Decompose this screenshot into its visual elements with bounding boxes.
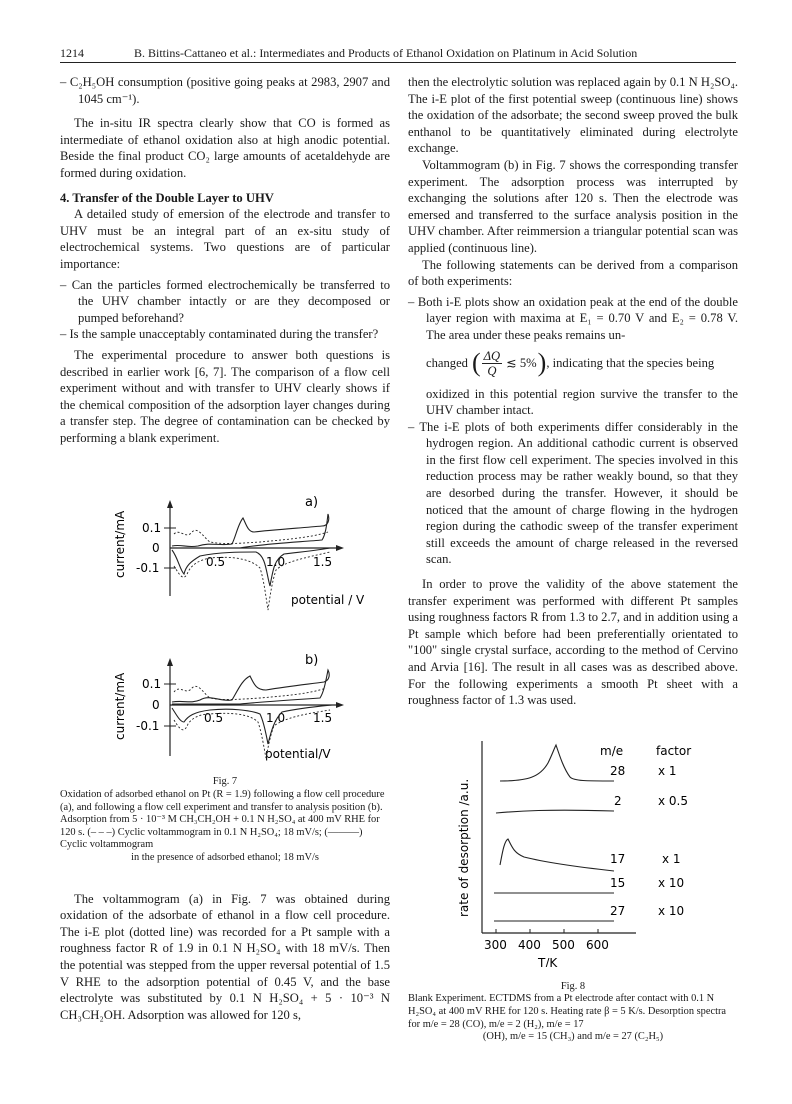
para-procedure: The experimental procedure to answer both questions is described in earlier work [6, 7]. The comparison of a flow cell experiment without and with transfer to UHV clearly shows if the chemical composition of the adsorption layer changes during a transfer step. The degree of contamination can be checked by performing a blank experiment. bbox=[60, 347, 390, 445]
fig8-xtick-400: 400 bbox=[518, 937, 541, 952]
ytick-top-a: 0.1 bbox=[142, 521, 162, 536]
running-title: B. Bittins-Cattaneo et al.: Intermediates and Products of Ethanol Oxidation on Platinum in Acid Solution bbox=[134, 46, 638, 60]
figure-8-caption-text: Blank Experiment. ECTDMS from a Pt electrode after contact with 0.1 N H₂SO₄ at 400 mV RHE for 120 s. Heating rate β = 5 K/s. Desorption spectra for m/e = 28 (CO), m/e = 2 (H₂), m/e = 17 bbox=[408, 993, 727, 1030]
fig8-factor-27: x 10 bbox=[658, 903, 685, 918]
figure-8-caption-last: (OH), m/e = 15 (CH₃) and m/e = 27 (C₂H₅) bbox=[482, 1031, 664, 1043]
figure-7 bbox=[60, 486, 390, 776]
para-order: In order to prove the validity of the above statement the transfer experiment was performed with different Pt samples using roughness factors R from 1.3 to 2.7, and in addition using a Pt sample which before had been preferentially orientated to "100" single crystal surface, according to the method of Cervino and Arvia [16]. The result in all cases was as described above. For the following experiments a smooth Pt sheet with a roughness factor of 1.3 was used. bbox=[408, 577, 738, 708]
right-column bbox=[408, 74, 738, 1044]
x-arrow-a bbox=[336, 545, 344, 551]
fig8-factor-2: x 0.5 bbox=[658, 793, 688, 808]
figure-7-caption-title: Fig. 7 bbox=[212, 776, 238, 788]
y-arrow-a bbox=[167, 500, 173, 508]
xtick-2-a: 1.0 bbox=[266, 555, 286, 570]
fig8-me-2: 2 bbox=[614, 793, 622, 808]
paren-close: ) bbox=[537, 347, 547, 377]
fig8-me-27: 27 bbox=[610, 903, 626, 918]
fraction bbox=[482, 349, 503, 378]
fig8-y-axis-label: rate of desorption /a.u. bbox=[457, 778, 471, 917]
panel-b-label: b) bbox=[305, 653, 319, 669]
xtick-3-a: 1.5 bbox=[313, 555, 333, 570]
question-2: – Is the sample unacceptably contaminated during the transfer? bbox=[60, 327, 379, 342]
figure-8-caption-title: Fig. 8 bbox=[560, 980, 586, 992]
bullet-1-end: oxidized in this potential region survive the transfer to the UHV chamber intact. bbox=[426, 386, 738, 418]
ytick-zero-a: 0 bbox=[152, 541, 160, 556]
figure-8-plot bbox=[408, 737, 738, 967]
voltammogram-b-solid bbox=[172, 670, 329, 704]
figure-8 bbox=[408, 737, 738, 967]
bullet-1-formula-line bbox=[408, 346, 738, 382]
ytick-bottom-a: -0.1 bbox=[136, 561, 160, 576]
percent-bound: ≲ 5% bbox=[506, 356, 537, 371]
section-heading: 4. Transfer of the Double Layer to UHV bbox=[60, 190, 274, 205]
question-1: – Can the particles formed electrochemically be transferred to the UHV chamber intactly or are they decomposed or pumped beforehand? bbox=[60, 277, 390, 325]
fig8-factor-17: x 1 bbox=[662, 851, 681, 866]
para-insitu: The in-situ IR spectra clearly show that CO is formed as intermediate of ethanol oxidation also at high anodic potential. Beside the final product CO₂ large amounts of acetaldehyde are formed during oxidation. bbox=[60, 116, 390, 180]
xtick-1-b: 0.5 bbox=[204, 711, 224, 726]
ytick-top-b: 0.1 bbox=[142, 677, 162, 692]
fig8-me-15: 15 bbox=[610, 875, 626, 890]
bullet-1-start: – Both i-E plots show an oxidation peak at the end of the double layer region with maxima at E₁ = 0.70 V and E₂ = 0.78 V. The area under these peaks remains un- bbox=[408, 294, 738, 342]
figure-7-caption-text: Oxidation of adsorbed ethanol on Pt (R = 1.9) following a flow cell procedure (a), and following a flow cell experiment and transfer to analysis position (b). Adsorption from 5 · 10⁻³ M CH₃CH₂OH + 0.1 N H₂SO₄ at 400 mV RHE for 120 s. (– – –) Cyclic voltammogram in 0.1 N H₂SO₄; 18 mV/s; (———) Cyclic voltammogram bbox=[60, 789, 385, 851]
fig8-me-28: 28 bbox=[610, 763, 626, 778]
figure-7-caption-last: in the presence of adsorbed ethanol; 18 mV/s bbox=[131, 852, 319, 864]
fig8-factor-28: x 1 bbox=[658, 763, 677, 778]
fig8-x-axis-label: T/K bbox=[538, 955, 558, 967]
para-following: The following statements can be derived from a comparison of both experiments: bbox=[408, 257, 738, 289]
figure-7-caption bbox=[60, 776, 390, 864]
para-voltammogram: The voltammogram (a) in Fig. 7 was obtained during oxidation of the adsorbate of ethanol in a flow cell procedure. The i-E plot (dotted line) was recorded for a Pt sample with a roughness factor R of 1.9 in 0.1 N H₂SO₄ with 18 mV/s. Then the potential was stepped from the upper reversal potential of 1.5 V RHE to the adsorption potential of 0.45 V, and the base electrolyte was substituted by 0.1 N H₂SO₄ + 5 · 10⁻³ N CH₃CH₂OH. Adsorption was allowed for 120 s, bbox=[60, 891, 390, 1022]
trace-me-28 bbox=[500, 745, 614, 781]
bullet-2: – The i-E plots of both experiments differ considerably in the hydrogen region. An additional cathodic current is observed in the first flow cell experiment. The species involved in this reduction process may be rather weakly bound, so that they are desorbed during the transfer. However, it should be noticed that the amount of charge flowing in the hydrogen region during the cathodic sweep of the transfer experiment still exceeds the amount of charge released in the reversed scan. bbox=[408, 419, 738, 567]
header-rule bbox=[60, 62, 736, 63]
bullet-1-indicating: , indicating that the species being bbox=[546, 356, 715, 371]
figure-7-plot bbox=[60, 486, 390, 776]
fraction-numerator: ΔQ bbox=[483, 349, 501, 363]
xtick-1-a: 0.5 bbox=[206, 555, 226, 570]
paren-open: ( bbox=[471, 347, 481, 377]
fig8-factor-15: x 10 bbox=[658, 875, 685, 890]
bullet-1-changed: changed bbox=[426, 356, 468, 371]
x-arrow-b bbox=[336, 702, 344, 708]
voltammogram-a-cathodic bbox=[172, 548, 333, 586]
figure-8-caption bbox=[408, 981, 738, 1044]
para-then: then the electrolytic solution was replaced again by 0.1 N H₂SO₄. The i-E plot of the first potential sweep (continuous line) shows the oxidation of the adsorbate; the second sweep proved the bulk enthanol to be quantitatively eliminated during electrolyte exchange. bbox=[408, 75, 738, 156]
voltammogram-a-solid bbox=[172, 514, 329, 548]
voltammogram-b-cathodic bbox=[172, 705, 332, 744]
fig8-col-me: m/e bbox=[600, 743, 624, 758]
fraction-denominator: Q bbox=[487, 364, 497, 378]
panel-a-label: a) bbox=[305, 495, 319, 511]
y-axis-label-b: current/mA bbox=[113, 673, 127, 741]
left-column bbox=[60, 74, 390, 1023]
bullet-c2h5oh: – C₂H₅OH consumption (positive going peaks at 2983, 2907 and 1045 cm⁻¹). bbox=[60, 75, 390, 106]
fig8-xtick-600: 600 bbox=[586, 937, 609, 952]
para-study: A detailed study of emersion of the electrode and transfer to UHV must be an integral part of an ex-situ study of electrochemical systems. Two questions are of particular importance: bbox=[60, 207, 390, 271]
page-number: 1214 bbox=[60, 46, 84, 60]
fig8-xtick-500: 500 bbox=[552, 937, 575, 952]
para-b: Voltammogram (b) in Fig. 7 shows the corresponding transfer experiment. The adsorption process was interrupted by exchanging the solutions after 120 s. Then the electrode was emersed and transferred to the surface analysis position in the UHV chamber. After reimmersion a triangular potential scan was applied (continuous line). bbox=[408, 157, 738, 255]
panel-b bbox=[113, 653, 344, 761]
panel-a bbox=[113, 495, 365, 610]
x-axis-label-b: potential/V bbox=[265, 747, 331, 762]
fig8-me-17: 17 bbox=[610, 851, 626, 866]
x-axis-label-a: potential / V bbox=[291, 593, 365, 608]
xtick-3-b: 1.5 bbox=[313, 711, 333, 726]
y-arrow-b bbox=[167, 658, 173, 666]
voltammogram-b-dotted-anodic bbox=[174, 687, 326, 700]
trace-me-17 bbox=[500, 839, 614, 871]
fig8-col-factor: factor bbox=[656, 743, 692, 758]
y-axis-label-a: current/mA bbox=[113, 511, 127, 579]
xtick-2-b: 1.0 bbox=[266, 711, 286, 726]
ytick-zero-b: 0 bbox=[152, 698, 160, 713]
ytick-bottom-b: -0.1 bbox=[136, 719, 160, 734]
trace-me-2 bbox=[496, 810, 614, 813]
fig8-xtick-300: 300 bbox=[484, 937, 507, 952]
